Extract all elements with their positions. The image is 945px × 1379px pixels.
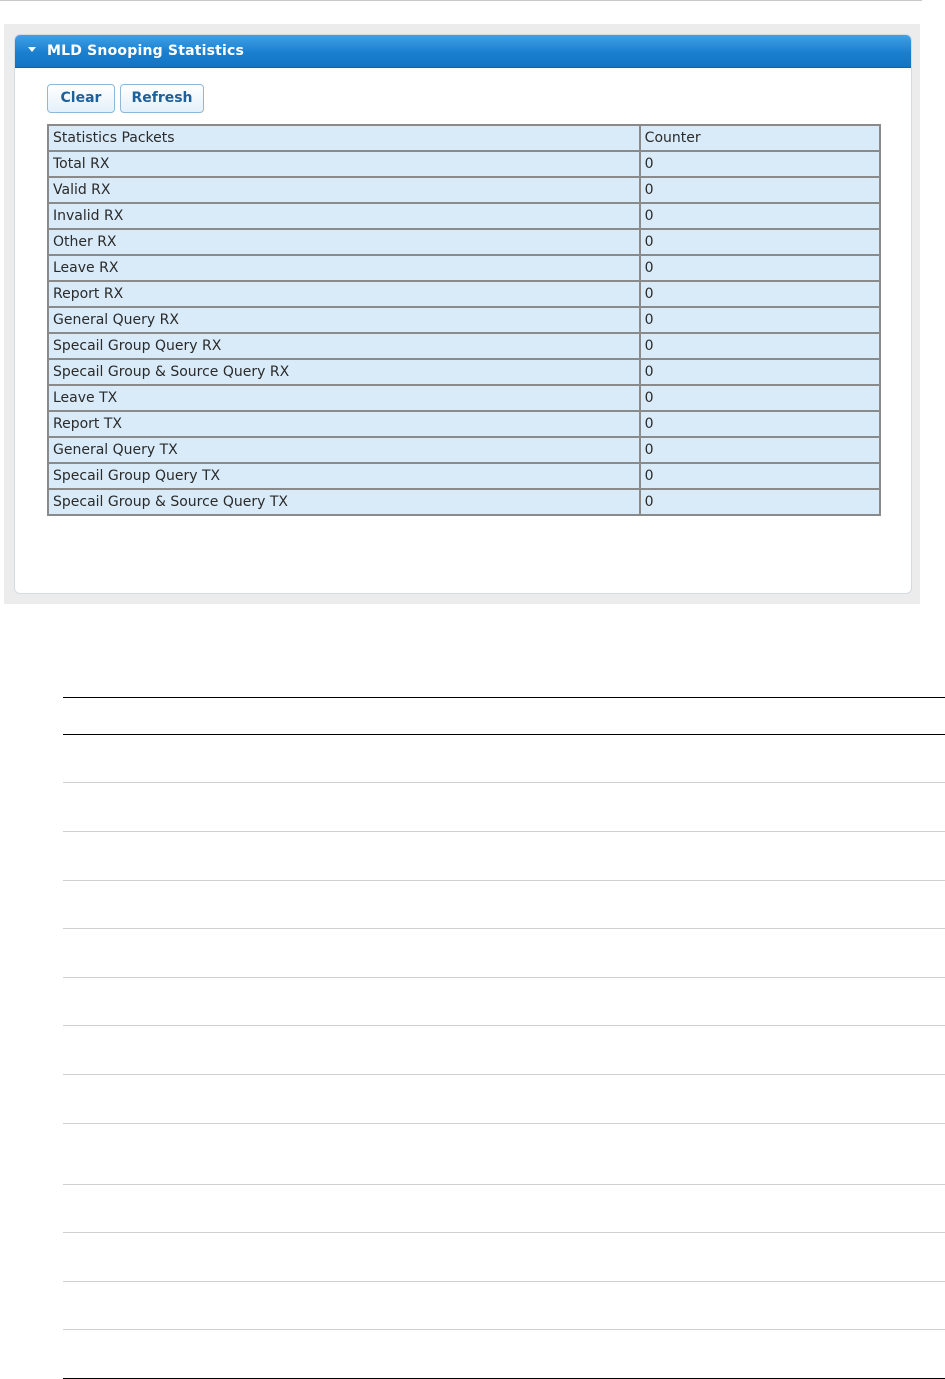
table-row xyxy=(48,385,880,411)
statistic-counter-cell: 0 xyxy=(640,437,880,463)
statistic-name-cell: General Query TX xyxy=(48,437,640,463)
statistic-name-cell: Report RX xyxy=(48,281,640,307)
statistic-name-cell: Report TX xyxy=(48,411,640,437)
doc-table-header-rule xyxy=(63,734,945,735)
doc-table-row-rule xyxy=(63,880,945,881)
panel-header[interactable] xyxy=(15,35,911,68)
doc-table-row-rule xyxy=(63,977,945,978)
table-row xyxy=(48,437,880,463)
doc-table-row-rule xyxy=(63,1329,945,1330)
statistic-counter-cell: 0 xyxy=(640,203,880,229)
doc-table-row-rule xyxy=(63,1123,945,1124)
doc-table-row-rule xyxy=(63,1232,945,1233)
column-header-statistics-packets: Statistics Packets xyxy=(48,125,640,151)
table-row xyxy=(48,255,880,281)
doc-table-top-rule xyxy=(63,697,945,698)
statistic-counter-cell: 0 xyxy=(640,411,880,437)
table-row xyxy=(48,203,880,229)
doc-table-row-rule xyxy=(63,928,945,929)
table-row xyxy=(48,359,880,385)
panel-title: MLD Snooping Statistics xyxy=(47,43,245,59)
statistic-counter-cell: 0 xyxy=(640,281,880,307)
statistic-counter-cell: 0 xyxy=(640,151,880,177)
table-row xyxy=(48,229,880,255)
statistic-name-cell: Specail Group Query TX xyxy=(48,463,640,489)
doc-table-row-rule xyxy=(63,1025,945,1026)
statistic-name-cell: Specail Group & Source Query TX xyxy=(48,489,640,515)
statistic-name-cell: Valid RX xyxy=(48,177,640,203)
table-row xyxy=(48,463,880,489)
statistic-counter-cell: 0 xyxy=(640,307,880,333)
statistic-counter-cell: 0 xyxy=(640,489,880,515)
clear-button[interactable]: Clear xyxy=(47,84,115,113)
statistic-name-cell: Specail Group & Source Query RX xyxy=(48,359,640,385)
table-row xyxy=(48,177,880,203)
doc-table-row-rule xyxy=(63,1281,945,1282)
collapse-arrow-icon[interactable] xyxy=(28,47,36,52)
statistic-name-cell: General Query RX xyxy=(48,307,640,333)
statistic-counter-cell: 0 xyxy=(640,229,880,255)
statistic-name-cell: Other RX xyxy=(48,229,640,255)
statistic-counter-cell: 0 xyxy=(640,333,880,359)
statistic-name-cell: Total RX xyxy=(48,151,640,177)
statistic-name-cell: Leave RX xyxy=(48,255,640,281)
statistic-counter-cell: 0 xyxy=(640,463,880,489)
statistics-table xyxy=(47,124,881,516)
mld-snooping-statistics-panel xyxy=(14,34,912,594)
refresh-button[interactable]: Refresh xyxy=(120,84,204,113)
statistic-name-cell: Invalid RX xyxy=(48,203,640,229)
statistic-counter-cell: 0 xyxy=(640,359,880,385)
doc-table-row-rule xyxy=(63,1184,945,1185)
doc-table-row-rule xyxy=(63,831,945,832)
table-row xyxy=(48,411,880,437)
table-row xyxy=(48,307,880,333)
table-row xyxy=(48,151,880,177)
statistic-counter-cell: 0 xyxy=(640,385,880,411)
doc-table-row-rule xyxy=(63,1074,945,1075)
table-row xyxy=(48,281,880,307)
table-row xyxy=(48,489,880,515)
table-header-row xyxy=(48,125,880,151)
statistic-counter-cell: 0 xyxy=(640,255,880,281)
doc-table-row-rule xyxy=(63,782,945,783)
table-row xyxy=(48,333,880,359)
statistic-name-cell: Leave TX xyxy=(48,385,640,411)
page-top-rule xyxy=(0,0,922,1)
column-header-counter: Counter xyxy=(640,125,880,151)
statistic-name-cell: Specail Group Query RX xyxy=(48,333,640,359)
statistic-counter-cell: 0 xyxy=(640,177,880,203)
